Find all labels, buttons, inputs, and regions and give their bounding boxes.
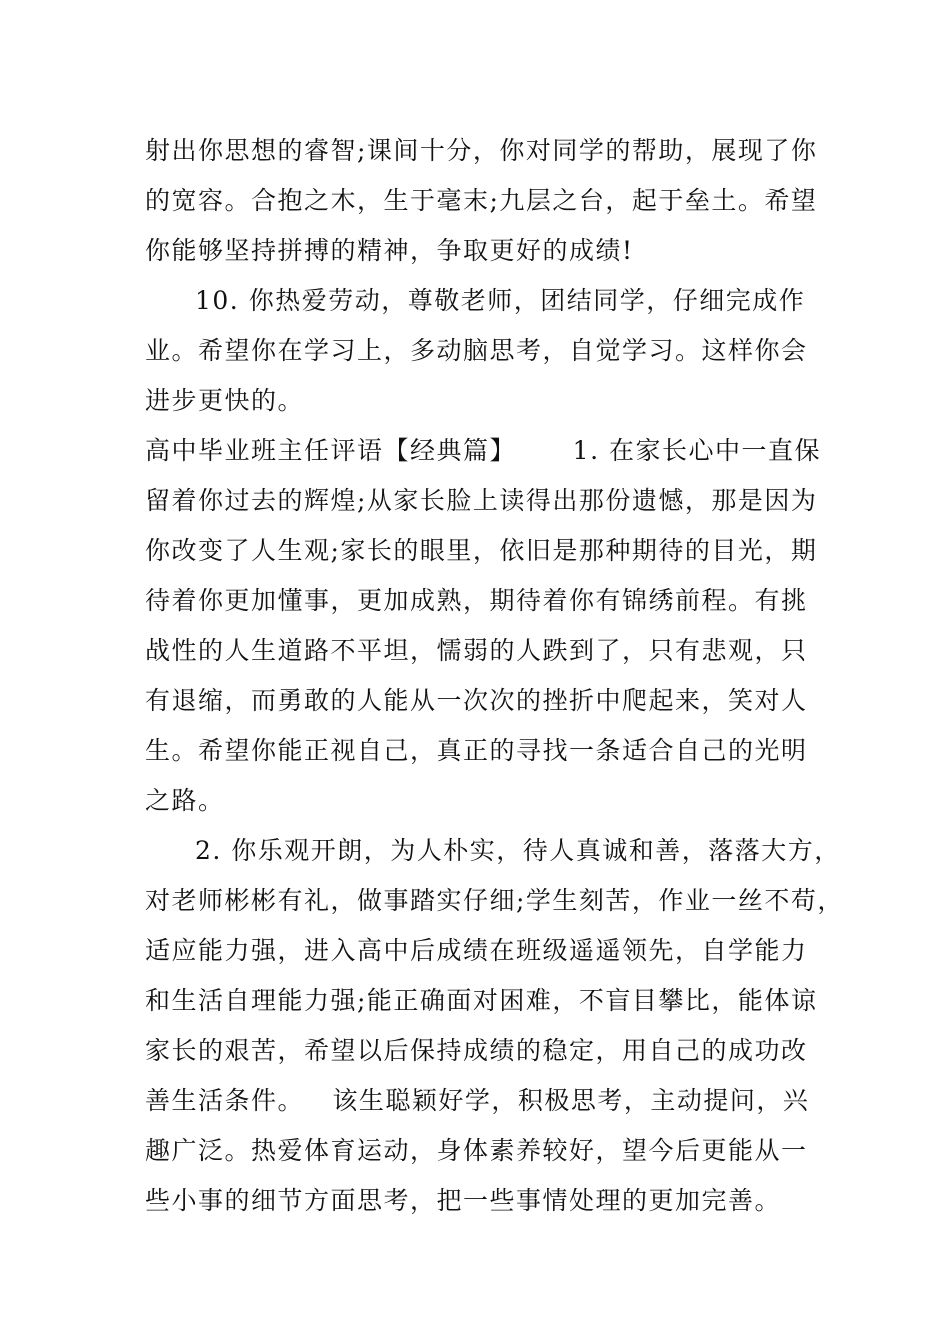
text-line: 进步更快的。 (145, 386, 305, 415)
text-line: 的宽容。合抱之木，生于毫末;九层之台，起于垒土。希望 (145, 186, 818, 215)
text-line: 战性的人生道路不平坦，懦弱的人跌到了，只有悲观，只 (145, 636, 808, 665)
text-line: 留着你过去的辉煌;从家长脸上读得出那份遗憾，那是因为 (145, 486, 818, 515)
document-body (145, 126, 844, 1226)
text-line: 10. 你热爱劳动，尊敬老师，团结同学，仔细完成作 (195, 286, 806, 315)
text-line: 你改变了人生观;家长的眼里，依旧是那种期待的目光，期 (145, 536, 818, 565)
section-heading-line: 高中毕业班主任评语【经典篇】 1. 在家长心中一直保 (145, 436, 821, 465)
text-line: 趣广泛。热爱体育运动，身体素养较好，望今后更能从一 (145, 1136, 808, 1165)
text-line: 些小事的细节方面思考，把一些事情处理的更加完善。 (145, 1186, 782, 1215)
text-line: 适应能力强，进入高中后成绩在班级遥遥领先，自学能力 (145, 936, 808, 965)
text-line: 有退缩，而勇敢的人能从一次次的挫折中爬起来，笑对人 (145, 686, 808, 715)
text-line: 善生活条件。 该生聪颖好学，积极思考，主动提问，兴 (145, 1086, 810, 1115)
text-line: 生。希望你能正视自己，真正的寻找一条适合自己的光明 (145, 736, 808, 765)
text-line: 射出你思想的睿智;课间十分，你对同学的帮助，展现了你 (145, 136, 818, 165)
text-line: 你能够坚持拼搏的精神，争取更好的成绩! (145, 236, 634, 265)
text-line: 家长的艰苦，希望以后保持成绩的稳定，用自己的成功改 (145, 1036, 808, 1065)
text-line: 和生活自理能力强;能正确面对困难，不盲目攀比，能体谅 (145, 986, 818, 1015)
text-line: 对老师彬彬有礼，做事踏实仔细;学生刻苦，作业一丝不苟， (145, 886, 844, 915)
text-line: 之路。 (145, 786, 225, 815)
text-line: 2. 你乐观开朗，为人朴实，待人真诚和善，落落大方， (195, 836, 841, 865)
text-line: 待着你更加懂事，更加成熟，期待着你有锦绣前程。有挑 (145, 586, 808, 615)
text-line: 业。希望你在学习上，多动脑思考，自觉学习。这样你会 (145, 336, 808, 365)
